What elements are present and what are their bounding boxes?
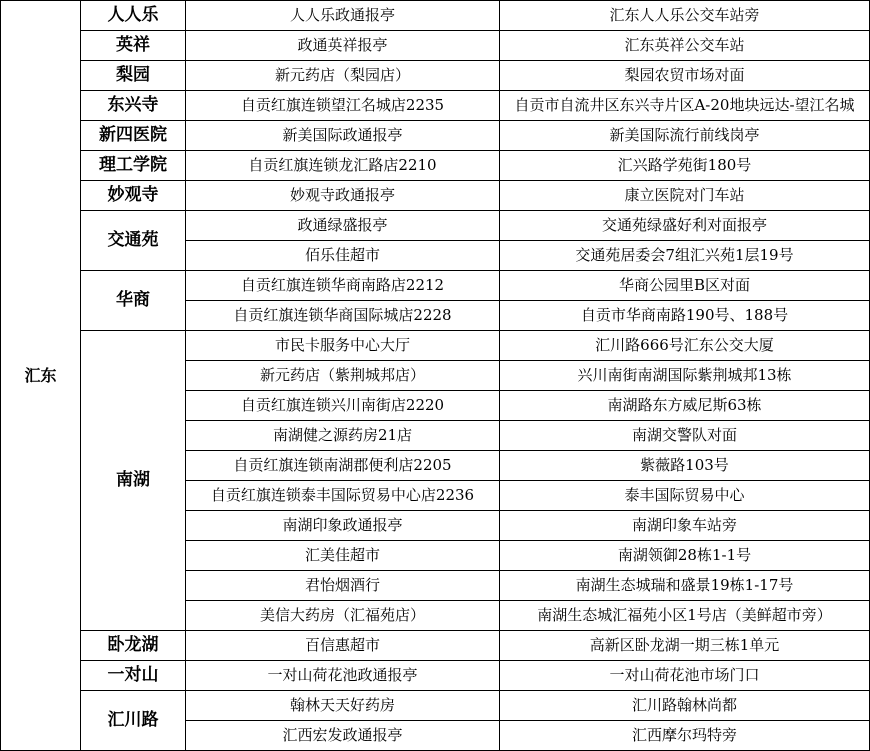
outlet-name-cell: 政通绿盛报亭 — [186, 211, 500, 241]
table-row — [1, 631, 870, 661]
outlet-address-cell: 南湖生态城瑞和盛景19栋1-17号 — [500, 571, 870, 601]
outlet-address-cell: 新美国际流行前线岗亭 — [500, 121, 870, 151]
outlet-name-cell: 新元药店（梨园店） — [186, 61, 500, 91]
outlet-name-cell: 妙观寺政通报亭 — [186, 181, 500, 211]
table-row — [1, 331, 870, 361]
outlet-address-cell: 汇川路翰林尚都 — [500, 691, 870, 721]
outlet-name-cell: 汇西宏发政通报亭 — [186, 721, 500, 751]
table-row — [1, 61, 870, 91]
area-cell: 一对山 — [81, 661, 186, 691]
outlet-address-cell: 一对山荷花池市场门口 — [500, 661, 870, 691]
outlet-address-cell: 梨园农贸市场对面 — [500, 61, 870, 91]
outlet-name-cell: 市民卡服务中心大厅 — [186, 331, 500, 361]
outlet-name-cell: 一对山荷花池政通报亭 — [186, 661, 500, 691]
outlet-address-cell: 南湖印象车站旁 — [500, 511, 870, 541]
outlet-name-cell: 南湖印象政通报亭 — [186, 511, 500, 541]
area-cell: 卧龙湖 — [81, 631, 186, 661]
outlet-name-cell: 自贡红旗连锁华商南路店2212 — [186, 271, 500, 301]
outlet-address-cell: 自贡市自流井区东兴寺片区A-20地块远达-望江名城 — [500, 91, 870, 121]
outlet-name-cell: 君怡烟酒行 — [186, 571, 500, 601]
outlet-name-cell: 政通英祥报亭 — [186, 31, 500, 61]
outlet-address-cell: 汇东人人乐公交车站旁 — [500, 1, 870, 31]
area-cell: 东兴寺 — [81, 91, 186, 121]
outlet-name-cell: 美信大药房（汇福苑店） — [186, 601, 500, 631]
outlet-name-cell: 自贡红旗连锁兴川南街店2220 — [186, 391, 500, 421]
outlet-address-cell: 康立医院对门车站 — [500, 181, 870, 211]
outlet-address-cell: 交通苑绿盛好利对面报亭 — [500, 211, 870, 241]
table-row — [1, 121, 870, 151]
outlet-name-cell: 南湖健之源药房21店 — [186, 421, 500, 451]
outlet-address-cell: 交通苑居委会7组汇兴苑1层19号 — [500, 241, 870, 271]
outlet-address-cell: 兴川南街南湖国际紫荆城邦13栋 — [500, 361, 870, 391]
district-cell: 汇东 — [1, 1, 81, 751]
table-row — [1, 661, 870, 691]
outlet-address-cell: 南湖交警队对面 — [500, 421, 870, 451]
outlet-address-cell: 泰丰国际贸易中心 — [500, 481, 870, 511]
outlet-table-body — [1, 1, 870, 751]
outlet-address-cell: 汇川路666号汇东公交大厦 — [500, 331, 870, 361]
outlet-name-cell: 翰林天天好药房 — [186, 691, 500, 721]
area-cell: 华商 — [81, 271, 186, 331]
outlet-address-cell: 汇东英祥公交车站 — [500, 31, 870, 61]
outlet-address-cell: 南湖领御28栋1-1号 — [500, 541, 870, 571]
outlet-address-cell: 自贡市华商南路190号、188号 — [500, 301, 870, 331]
outlet-address-cell: 南湖生态城汇福苑小区1号店（美鲜超市旁） — [500, 601, 870, 631]
table-row — [1, 691, 870, 721]
outlet-name-cell: 汇美佳超市 — [186, 541, 500, 571]
area-cell: 交通苑 — [81, 211, 186, 271]
outlet-name-cell: 自贡红旗连锁龙汇路店2210 — [186, 151, 500, 181]
outlet-address-cell: 汇西摩尔玛特旁 — [500, 721, 870, 751]
table-row — [1, 151, 870, 181]
table-row — [1, 181, 870, 211]
outlet-name-cell: 新元药店（紫荆城邦店） — [186, 361, 500, 391]
area-cell: 新四医院 — [81, 121, 186, 151]
table-row — [1, 91, 870, 121]
outlet-name-cell: 人人乐政通报亭 — [186, 1, 500, 31]
area-cell: 英祥 — [81, 31, 186, 61]
table-row — [1, 211, 870, 241]
area-cell: 梨园 — [81, 61, 186, 91]
outlet-name-cell: 新美国际政通报亭 — [186, 121, 500, 151]
table-row — [1, 31, 870, 61]
outlet-address-cell: 南湖路东方威尼斯63栋 — [500, 391, 870, 421]
area-cell: 南湖 — [81, 331, 186, 631]
area-cell: 汇川路 — [81, 691, 186, 751]
outlet-address-cell: 汇兴路学苑街180号 — [500, 151, 870, 181]
outlet-name-cell: 百信惠超市 — [186, 631, 500, 661]
outlet-address-cell: 高新区卧龙湖一期三栋1单元 — [500, 631, 870, 661]
outlet-name-cell: 自贡红旗连锁华商国际城店2228 — [186, 301, 500, 331]
table-row — [1, 271, 870, 301]
outlet-address-cell: 华商公园里B区对面 — [500, 271, 870, 301]
table-row — [1, 1, 870, 31]
area-cell: 理工学院 — [81, 151, 186, 181]
outlet-name-cell: 自贡红旗连锁泰丰国际贸易中心店2236 — [186, 481, 500, 511]
area-cell: 妙观寺 — [81, 181, 186, 211]
outlet-name-cell: 自贡红旗连锁望江名城店2235 — [186, 91, 500, 121]
outlet-address-cell: 紫薇路103号 — [500, 451, 870, 481]
outlet-name-cell: 佰乐佳超市 — [186, 241, 500, 271]
area-cell: 人人乐 — [81, 1, 186, 31]
outlet-name-cell: 自贡红旗连锁南湖郡便利店2205 — [186, 451, 500, 481]
